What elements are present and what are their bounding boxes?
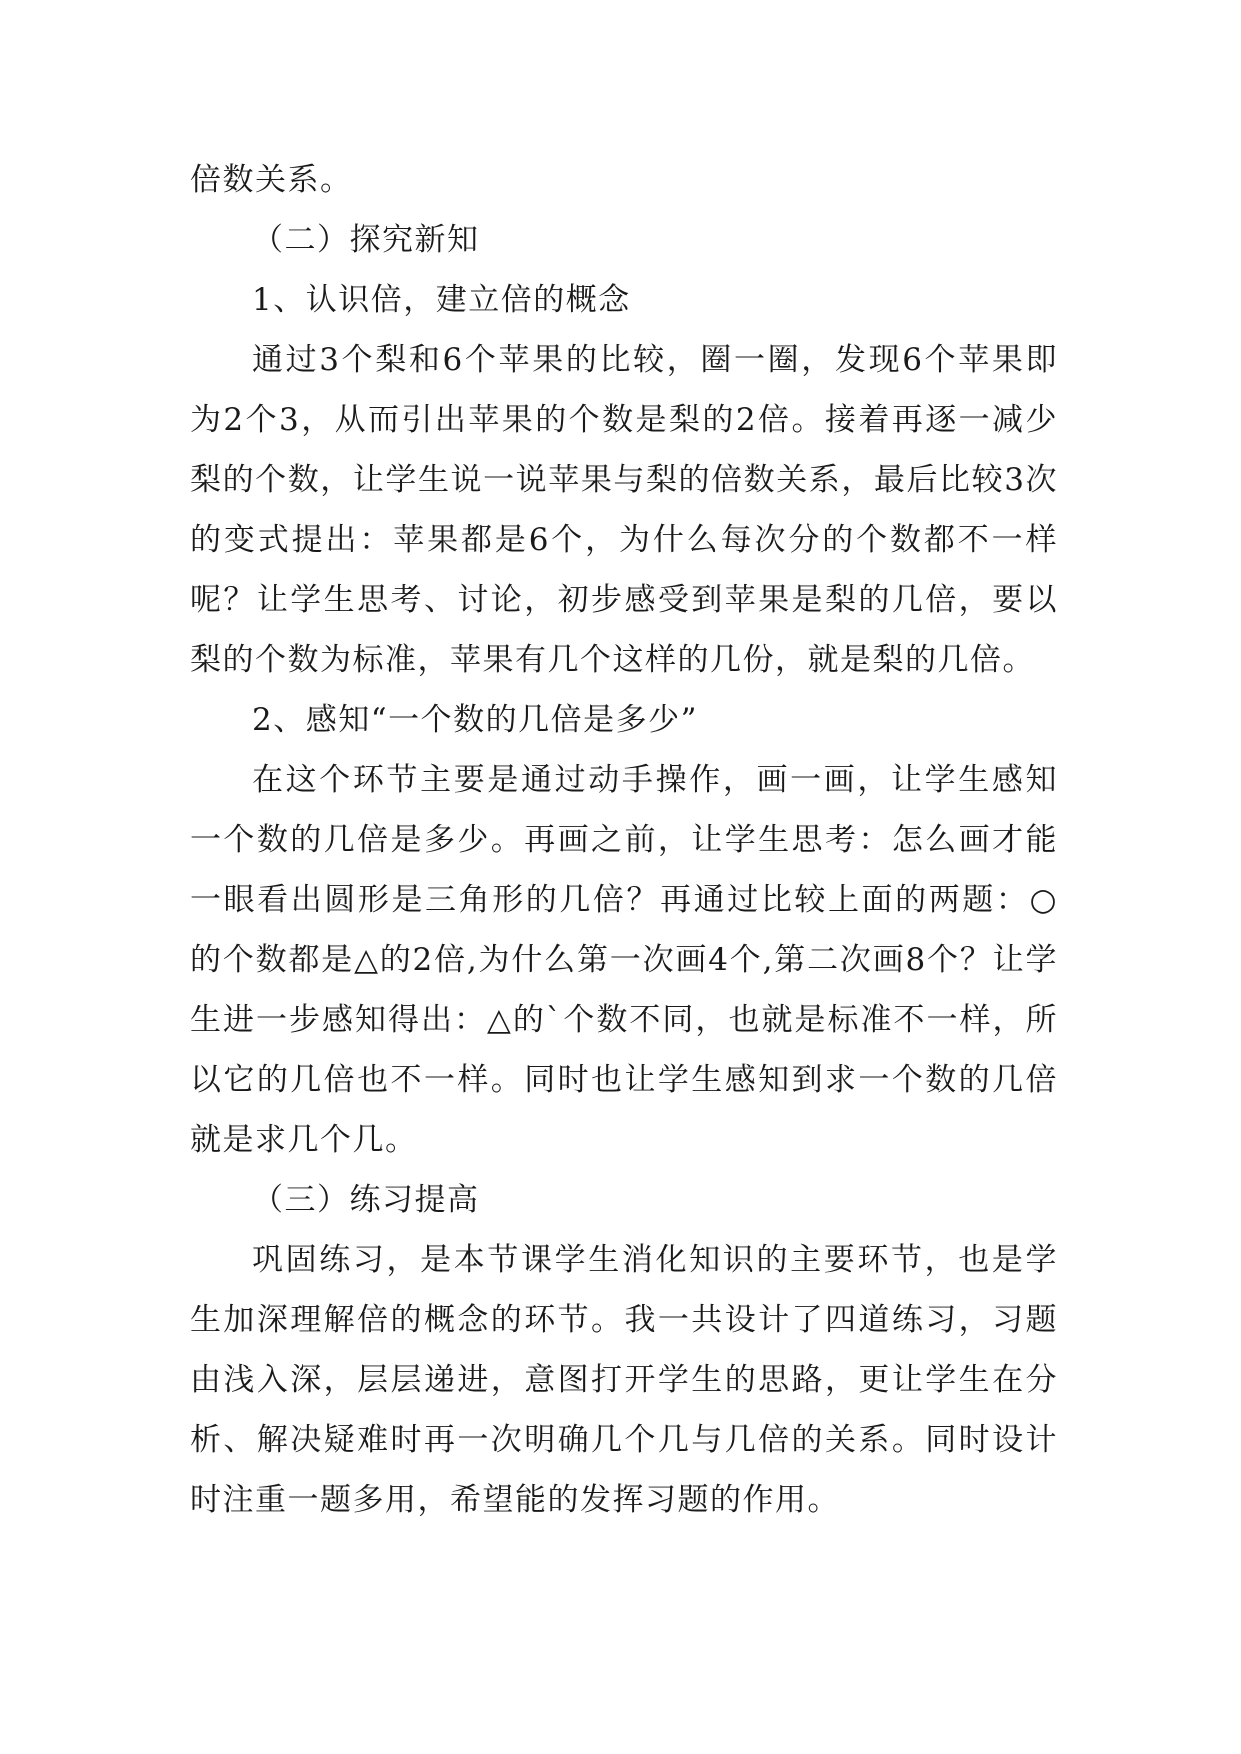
- section-heading-practice: （三）练习提高: [252, 1182, 480, 1218]
- paragraph-pears-apples: 通过3个梨和6个苹果的比较，圈一圈，发现6个苹果即为2个3，从而引出苹果的个数是梨的2倍。接着再逐一减少梨的个数，让学生说一说苹果与梨的倍数关系，最后比较3次的变式提出：苹果都是6个，为什么每次分的个数都不一样呢？让学生思考、讨论，初步感受到苹果是梨的几倍，要以梨的个数为标准，苹果有几个这样的几份，就是梨的几倍。: [190, 342, 1058, 678]
- section-heading-explore: （二）探究新知: [252, 222, 480, 258]
- paragraph-practice: 巩固练习，是本节课学生消化知识的主要环节，也是学生加深理解倍的概念的环节。我一共设计了四道练习，习题由浅入深，层层递进，意图打开学生的思路，更让学生在分析、解决疑难时再一次明确几个几与几倍的关系。同时设计时注重一题多用，希望能的发挥习题的作用。: [190, 1242, 1058, 1518]
- document-page: [190, 150, 1058, 1530]
- subheading-perceive-multiple: 2、感知“一个数的几倍是多少”: [252, 702, 698, 738]
- subheading-concept-of-times: 1、认识倍，建立倍的概念: [252, 282, 631, 318]
- paragraph-drawing-activity: 在这个环节主要是通过动手操作，画一画，让学生感知一个数的几倍是多少。再画之前，让学生思考：怎么画才能一眼看出圆形是三角形的几倍？再通过比较上面的两题：○的个数都是△的2倍,为什么第一次画4个,第二次画8个？让学生进一步感知得出：△的`个数不同，也就是标准不一样，所以它的几倍也不一样。同时也让学生感知到求一个数的几倍就是求几个几。: [190, 762, 1058, 1158]
- paragraph-continuation: 倍数关系。: [190, 162, 353, 198]
